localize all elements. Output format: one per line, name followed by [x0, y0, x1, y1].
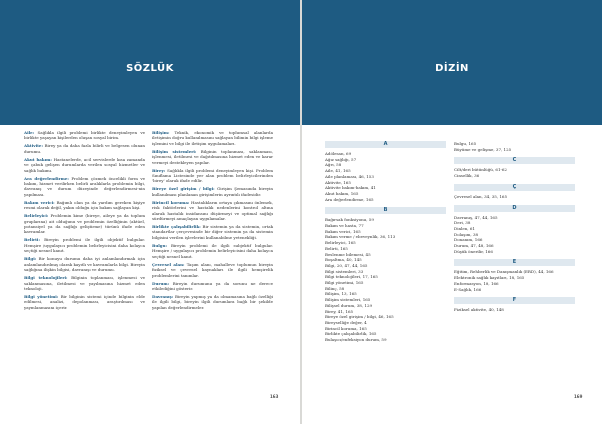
index-item: Aktivite bakım-bakım, 41 [325, 185, 376, 191]
index-item: Cilt/deri bütünlüğü, 61-62 [454, 167, 507, 173]
index-item: Dolaşım, 38 [454, 231, 479, 237]
glossary-entry [152, 130, 273, 146]
index-letter-header: C [454, 157, 575, 164]
glossary-entry [24, 256, 145, 272]
index-letter-header: Ç [454, 184, 575, 191]
glossary-definition: Girişim Şemasında bireyin kullanılması planlanan girişimlerin ayrıntılı ifadesidir. [152, 186, 273, 197]
glossary-entry [152, 224, 273, 240]
index-item: E-Sağlık, 166 [454, 286, 482, 292]
glossary-term: Bakım verici: [24, 199, 55, 205]
glossary-page-number: 163 [270, 394, 279, 399]
index-letter-header: D [454, 205, 575, 212]
glossary-entry [152, 168, 273, 184]
glossary-term: Ara değerlendirme: [24, 175, 69, 181]
glossary-entry [24, 157, 145, 173]
index-item: Aile planlaması, 46, 153 [325, 173, 374, 179]
glossary-title: SÖZLÜK [126, 63, 174, 74]
glossary-term: Bilgi yönetimi: [24, 293, 59, 299]
index-item: Ağız sağlığı, 57 [325, 156, 357, 162]
index-item: Belirleyici, 165 [325, 240, 356, 246]
glossary-term: Bulgu: [152, 242, 167, 248]
index-item: Bilinç, 58 [325, 285, 345, 291]
index-item: Adölesan, 69 [325, 151, 352, 156]
index-letter-header: B [325, 207, 446, 214]
glossary-entry [24, 176, 145, 198]
index-item: Birey, 41, 165 [325, 308, 354, 314]
glossary-entry [152, 281, 273, 292]
glossary-term: Durum: [152, 280, 170, 286]
index-title: DİZİN [435, 63, 469, 74]
glossary-entry [152, 149, 273, 165]
index-item: Davranış, 47, 44, 165 [454, 214, 498, 220]
glossary-banner [0, 0, 300, 125]
index-item: Düşük önerilir, 166 [454, 248, 493, 254]
index-letter-header: F [454, 297, 575, 304]
glossary-term: Belirti: [24, 237, 40, 243]
index-letter-header: E [454, 259, 575, 266]
index-item: Deri, 38 [454, 220, 471, 226]
glossary-term: Aile: [24, 130, 35, 135]
glossary-definition: Birey ya da daha fazla bilirli ve belgesen olunan durumu. [24, 143, 145, 154]
glossary-definition: Taşım alanı, mahalleve toplumun bireyin fiziksel ve çevresel kaynakları ile ilgili hemşirelik problemlerini tanımlar. [152, 261, 273, 278]
glossary-term: Akut bakım: [24, 156, 52, 162]
index-item: Cinsellik, 36 [454, 173, 480, 179]
glossary-term: Aktivite: [24, 143, 43, 149]
index-item: Durum, 47, 48, 166 [454, 243, 494, 249]
glossary-entry [152, 262, 273, 278]
index-item: Bireye özel girişim / bilgi, 46, 165 [325, 314, 394, 320]
glossary-term: Birey: [152, 167, 166, 173]
glossary-page [0, 0, 300, 424]
glossary-definition: Bir bilginin sistemi içinde bilginin elde edilmesi, analizi, depolanması, araştırılması ve yaymlanmasını içerir. [24, 293, 145, 310]
index-item: Bulaşıcı/enfeksiyon durum, 59 [325, 337, 387, 343]
glossary-column-2 [152, 130, 273, 313]
index-item: Çevresel alan, 34, 35, 165 [454, 193, 508, 199]
index-item: Bakım verici, 165 [325, 228, 361, 234]
glossary-term: Çevresel alan: [152, 261, 185, 267]
index-item: Bakım verme / ebeveynlik, 36, 113 [325, 234, 396, 240]
glossary-term: Bilişim sistemleri: [152, 148, 197, 154]
index-letter-header: A [325, 141, 446, 148]
index-item: Bilgi, 20, 47, 44, 165 [325, 262, 368, 268]
glossary-entry [24, 275, 145, 291]
glossary-definition: Hastalıkların ortaya çıkmasını önlemek, risk faktörlerini ve hastalık nedenlerini kontrol altına alarak hastalık insidansını düşürmeyi ve optimal sağlığı sürdürmeyi amaçlayan uygulamalar. [152, 199, 274, 222]
glossary-definition: Bir sistemin ya da sistemin, ortak standartlar çerçevesinde bir diğer sistemin ya da sistemin bilgisini verilen işlevlerini kullanabilme yetenekliği. [152, 224, 274, 240]
glossary-definition: Bireyin problemi ile ilgili subjektif bulgular. Hemşire / uygulayıcı problemin belirleyicisini daha kolayca seçtiği nesnel kanıt. [152, 242, 273, 259]
index-item: Bulgu, 165 [454, 141, 477, 146]
index-item: Eğitim, Rehberlik ve Danışmanlık (ERD), 44, 166 [454, 269, 554, 275]
index-page-number: 169 [574, 394, 583, 399]
index-item: Bakım ve hasta, 77 [325, 223, 364, 229]
glossary-entry [24, 213, 145, 235]
glossary-definition: Bireyin problemi ile ilgili objektif bulgular. Hemşire /uygulayıcı problemin belirleyicisini daha kolayca seçtiği nesnel kanıt. [24, 237, 145, 254]
glossary-entry [152, 243, 273, 259]
glossary-term: Bilişim: [152, 130, 170, 135]
index-item: Boşaltma, 40, 145 [325, 257, 362, 263]
glossary-entry [152, 186, 273, 197]
glossary-definition: Problem çözmek öncelikli form ve bakım, hizmet verilirken belirli aralıklarla problemin bilgi, davranış ve durum düzeyinde değerlendirmesi-nin yapılması. [24, 175, 146, 197]
glossary-entry [24, 130, 145, 141]
glossary-definition: Bireyin yapmış ya da olmamasına bağlı özelliği ile ilgili bilgi, bireyin ilgili durumlara bağlı bir şekilde yapılan değerlendirmeler. [152, 293, 273, 310]
glossary-definition: Sağlıkla ilgili problemi birlikte deneyimleyen ve birlikte yaşayan kişilerden oluşan sosyal birim. [24, 130, 145, 141]
glossary-definition: Problemin kime (bireye, aileye ya da toplum gruplarına) ait olduğunu ve problemin özelliğinin (aktüel, potansiyel ya da sağlığı geliştirme) türünü ifade eden kavramlar. [24, 213, 145, 235]
glossary-entry [152, 294, 273, 310]
index-item: Elektronik sağlık kayıtları, 18, 165 [454, 275, 525, 281]
index-item: Bilgi teknolojileri, 17, 165 [325, 274, 378, 280]
index-item: Bilişsel durum, 38, 129 [325, 302, 373, 308]
glossary-definition: Hastanelerde, acil servislerde kısa zamanda ve çabuk gelişen durumlarda verilen sosyal hizmetler ve sağlık bakımı. [24, 156, 145, 173]
index-item: Bağırsak fonksiyonu, 59 [325, 217, 374, 223]
glossary-term: Belirleyici: [24, 213, 49, 219]
index-item: Donanım, 166 [454, 237, 483, 243]
index-column-2 [454, 141, 575, 313]
index-item: Dinlen, 61 [454, 225, 475, 231]
index-item: Beslenme bilemesi, 45 [325, 251, 371, 257]
index-item: Birincil koruma, 165 [325, 325, 367, 331]
glossary-definition: Teknik, ekonomik ve toplumsal alanlarda iletişimin doğru kullanılmasını sağlayan bilimin bilgi işleme işlemini ve bilgi ile iletişim uygulamaları. [152, 130, 273, 146]
glossary-entry [24, 294, 145, 310]
index-item: Ara değerlendirme, 165 [325, 196, 374, 202]
index-item: Aktivite, 165 [325, 179, 351, 185]
index-page [302, 0, 602, 424]
index-item: Birlikte çalışabilirlik, 165 [325, 331, 377, 337]
index-column-1 [325, 141, 446, 343]
index-item: Fiziksel aktivite, 40, 148 [454, 307, 504, 313]
index-item: Akut bakım, 165 [325, 190, 359, 196]
glossary-definition: Bilginin toplanması, işlenmesi ve saklanmasına, iletilmesi ve yayılmasına hizmet eden teknoloji. [24, 275, 145, 291]
glossary-entry [24, 200, 145, 211]
index-banner [302, 0, 602, 125]
index-item: Aile, 41, 165 [325, 168, 351, 174]
index-item: Bilgi yönetimi, 165 [325, 280, 364, 286]
index-item: Enformasyon, 18, 166 [454, 280, 499, 286]
glossary-definition: Bireyin durumunu ya da sorunu ne derece etkilediğini gösterir. [152, 280, 273, 291]
index-item: Ağrı, 58 [325, 162, 342, 168]
index-item: Belirti, 165 [325, 245, 348, 251]
glossary-entry [24, 237, 145, 253]
glossary-definition: Bir konuyu durumu daha iyi anlamlandırmak için anlamlandırılmış olarak kayıtlı ve kavramlarla bilgi. Bireyin sağlığına ilişkin bilgisi, davranışı ve durumu. [24, 256, 145, 273]
glossary-column-1 [24, 130, 145, 313]
glossary-term: Davranış: [152, 293, 174, 299]
glossary-term: Birlikte çalışabilirlik: [152, 224, 201, 230]
glossary-entry [152, 200, 273, 222]
index-item: Bilişim, 13, 165 [325, 291, 357, 297]
glossary-definition: Bilginin toplanması, saklanması, işlenmesi, iletilmesi ve dağıtılmasına hizmet eden ve karar vermeyi destekleyen yapılar. [152, 148, 273, 165]
index-item: Bilgi sistemleri, 33 [325, 268, 364, 274]
glossary-term: Birincil koruma: [152, 199, 190, 205]
glossary-term: Bilgi teknolojileri: [24, 275, 68, 281]
index-item: Bilişim sistemleri, 165 [325, 297, 371, 303]
glossary-entry [24, 143, 145, 154]
glossary-definition: Sağlıkla ilgili problemi deneyimleyen kişi. Problem Sınıflama Listesinde yer alan problem belirleyicilerinden 'birey' olarak ifade edilir. [152, 167, 273, 184]
glossary-term: Bireye özel girişim / bilgi: [152, 186, 215, 192]
index-item: Bireyselliğe değer, 4 [325, 319, 367, 325]
glossary-definition: Bağımlı olan ya da yardım gereken kişiye resmi olarak değil, yakın olduğu için bakım sağlayan kişi. [24, 199, 145, 211]
index-item: Büyüme ve gelişme, 37, 125 [454, 146, 512, 152]
glossary-term: Bilgi: [24, 256, 37, 262]
